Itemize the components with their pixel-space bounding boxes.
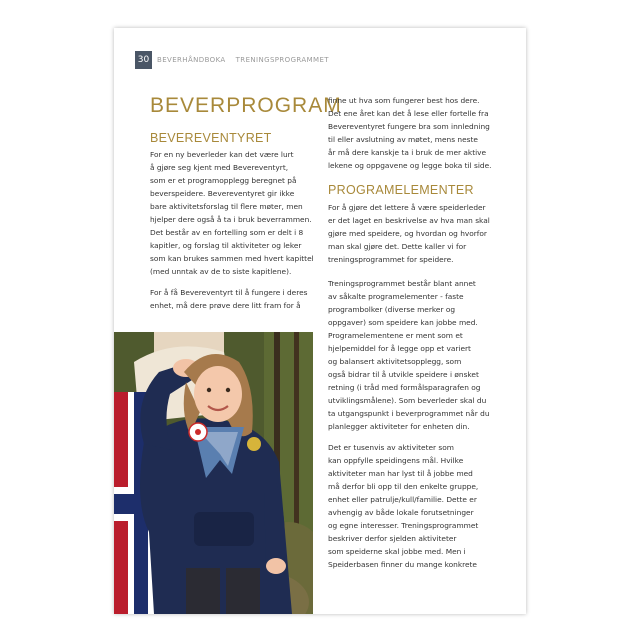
- running-head-text: [157, 51, 339, 69]
- paragraph-treningsprogrammet: Treningsprogrammet består blant annet av såkalte programelementer - faste programbolker (diverse merker og oppgaver) som speidere kan jobbe med. Programelementene er ment som et hjelpemiddel for å legge opp et variert og balansert aktivitetsopplegg, som også bidrar til å utvikle speidere i ønsket retning (i tråd med formålsparagrafen og utviklingsmålene). Som beverleder skal du ta utgangspunkt i beverprogrammet når du planlegger aktiviteter for enheten din.: [328, 279, 490, 431]
- paragraph-bevereventyret-enhet: For å få Bevereventyrt til å fungere i deres enhet, må dere prøve dere litt fram for å: [150, 288, 308, 310]
- page-number: 30: [135, 51, 152, 69]
- paragraph-programelementer-intro: For å gjøre det lettere å være speiderleder er det laget en beskrivelse av hva man skal gjøre med speidere, og hvordan og hvorfor man skal gjøre det. Dette kaller vi for treningsprogrammet for speidere.: [328, 203, 490, 264]
- book-page: [114, 28, 526, 614]
- chapter-title: TRENINGSPROGRAMMET: [235, 56, 329, 64]
- paragraph-bevereventyret-intro: For en ny beverleder kan det være lurt å gjøre seg kjent med Bevereventyrt, som er et programopplegg beregnet på beverspeidere. Bevereventyret gir ikke bare aktivitetsforslag til flere møter, men hjelper dere også å ta i bruk beverrammen. Det består av en fortelling som er delt i 8 kapitler, og forslag til aktiviteter og leker som kan brukes sammen med hvert kapittel (med unntak av de to siste kapitlene).: [150, 150, 314, 276]
- paragraph-bevereventyret-continued: finne ut hva som fungerer best hos dere. Det ene året kan det å lese eller fortelle fra Bevereventyret fungere bra som innledning til eller avslutning av møtet, mens neste år må dere kanskje ta i bruk de mer aktive lekene og oppgavene og legge boka til side.: [328, 96, 492, 170]
- section-heading-bevereventyret: BEVEREVENTYRET: [150, 131, 272, 145]
- section-heading-programelementer: PROGRAMELEMENTER: [328, 183, 474, 197]
- photo-beaver-scout-saluting: [114, 332, 313, 614]
- book-title: BEVERHÅNDBOKA: [157, 56, 226, 64]
- paragraph-aktiviteter: Det er tusenvis av aktiviteter som kan oppfylle speidingens mål. Hvilke aktiviteter man har lyst til å jobbe med må derfor bli opp til den enkelte gruppe, enhet eller patrulje/kull/familie. Dette er avhengig av både lokale forutsetninger og egne interesser. Treningsprogrammet beskriver derfor sjelden aktiviteter som speiderne skal jobbe med. Men i Speiderbasen finner du mange konkrete: [328, 443, 479, 569]
- page-title: BEVERPROGRAM: [150, 94, 342, 117]
